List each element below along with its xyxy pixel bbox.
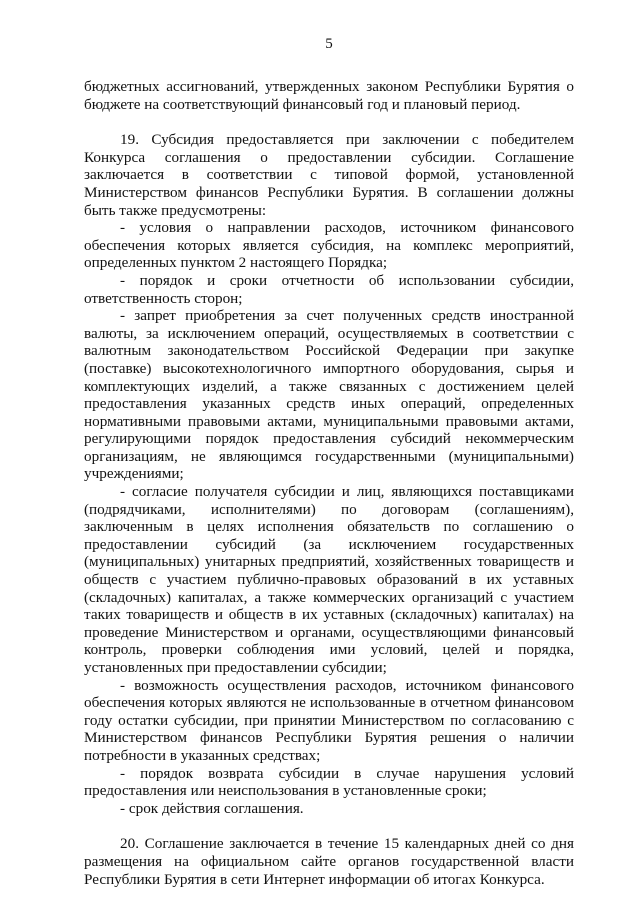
list-item: - порядок и сроки отчетности об использовании субсидии, ответственность сторон; xyxy=(84,271,574,307)
paragraph-gap xyxy=(84,817,574,835)
list-item: - согласие получателя субсидии и лиц, являющихся поставщиками (подрядчиками, исполнителями) по договорам (соглашениям), заключенным в целях исполнения обязательств по соглашению о предоставлении субсидий (за исключением государственных (муниципальных) унитарных предприятий, хозяйственных товариществ и обществ с участием публично-правовых образований в их уставных (складочных) капиталах, а также коммерческих организаций с участием таких товариществ и обществ в их уставных (складочных) капиталах) на проведение Министерством и органами, осуществляющими финансовый контроль, проверки соблюдения ими условий, целей и порядка, установленных при предоставлении субсидии; xyxy=(84,483,574,676)
page-number: 5 xyxy=(325,36,333,52)
list-item: - возможность осуществления расходов, источником финансового обеспечения которых являются не использованные в отчетном финансовом году остатки субсидии, при принятии Министерством по согласованию с Министерством финансов Республики Бурятия решения о наличии потребности в указанных средствах; xyxy=(84,676,574,764)
paragraph-20: 20. Соглашение заключается в течение 15 календарных дней со дня размещения на официальном сайте органов государственной власти Республики Бурятия в сети Интернет информации об итогах Конкурса. xyxy=(84,835,574,888)
paragraph-gap xyxy=(84,113,574,131)
list-item: - условия о направлении расходов, источником финансового обеспечения которых является субсидия, на комплекс мероприятий, определенных пунктом 2 настоящего Порядка; xyxy=(84,219,574,272)
document-body xyxy=(84,78,574,888)
list-item: - срок действия соглашения. xyxy=(120,799,304,817)
list-item: - запрет приобретения за счет полученных средств иностранной валюты, за исключением операций, осуществляемых в соответствии с валютным законодательством Российской Федерации при закупке (поставке) высокотехнологичного импортного оборудования, сырья и комплектующих изделий, а также связанных с достижением целей предоставления указанных средств иных операций, определенных нормативными правовыми актами, муниципальными правовыми актами, регулирующими порядок предоставления субсидий некоммерческим организациям, не являющимся государственными (муниципальными) учреждениями; xyxy=(84,307,574,483)
list-item: - порядок возврата субсидии в случае нарушения условий предоставления или неиспользования в установленные сроки; xyxy=(84,764,574,800)
paragraph-19: 19. Субсидия предоставляется при заключении с победителем Конкурса соглашения о предоставлении субсидии. Соглашение заключается в соответствии с типовой формой, установленной Министерством финансов Республики Бурятия. В соглашении должны быть также предусмотрены: xyxy=(84,131,574,219)
paragraph-continuation: бюджетных ассигнований, утвержденных законом Республики Бурятия о бюджете на соответствующий финансовый год и плановый период. xyxy=(84,78,574,113)
